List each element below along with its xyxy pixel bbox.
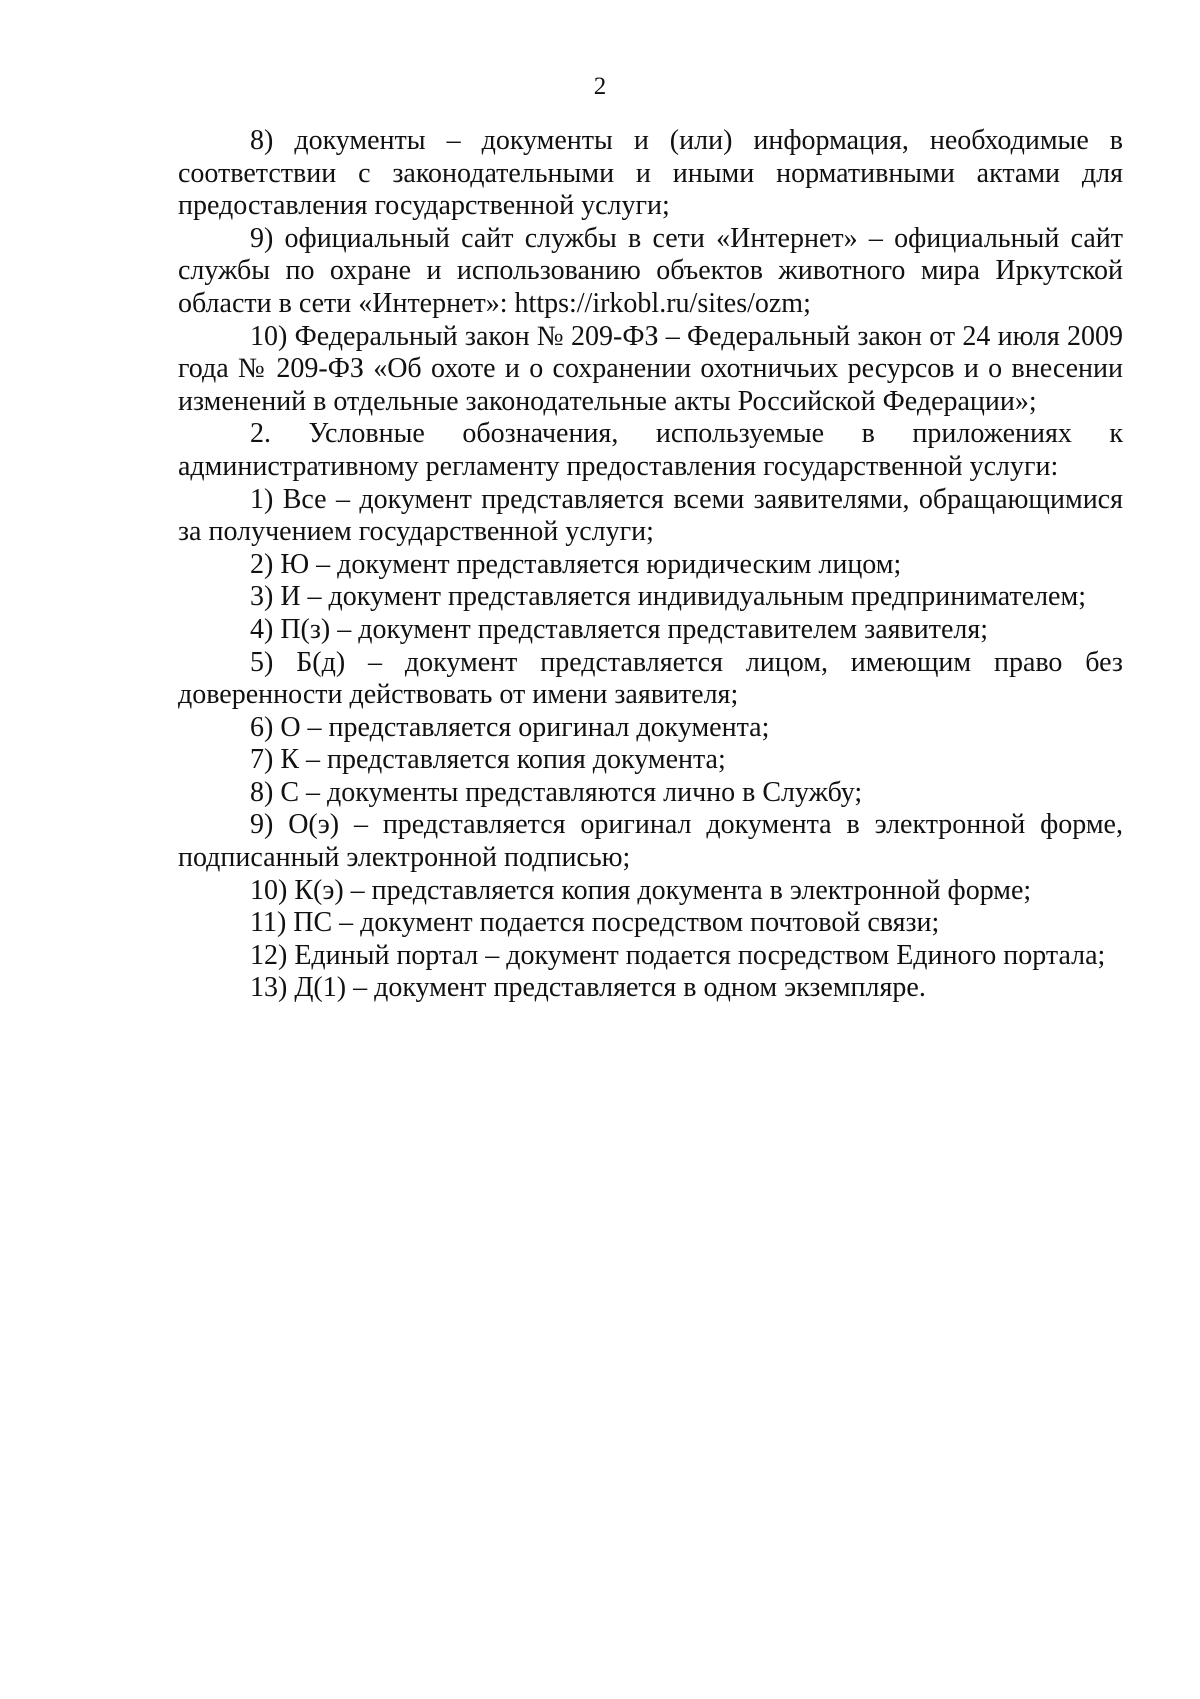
legend-item-entrepreneur: 3) И – документ представляется индивидуальным предпринимателем;	[250, 581, 1086, 613]
legend-item-postal: 11) ПС – документ подается посредством почтовой связи;	[250, 907, 940, 939]
paragraph-item-8-documents: 8) документы – документы и (или) информация, необходимые в соответствии с законодательными и иными нормативными актами для предоставления государственной услуги;	[178, 125, 1123, 222]
legend-item-electronic-original: 9) О(э) – представляется оригинал документа в электронной форме, подписанный электронной подписью;	[178, 809, 1123, 874]
legend-item-legal-entity: 2) Ю – документ представляется юридическим лицом;	[250, 548, 902, 580]
page-number: 2	[593, 73, 607, 100]
legend-item-representative: 4) П(з) – документ представляется представителем заявителя;	[250, 613, 989, 645]
legend-item-electronic-copy: 10) К(э) – представляется копия документа в электронной форме;	[250, 874, 1032, 906]
paragraph-item-10-federal-law: 10) Федеральный закон № 209-ФЗ – Федеральный закон от 24 июля 2009 года № 209-ФЗ «Об охоте и о сохранении охотничьих ресурсов и о внесении изменений в отдельные законодательные акты Российской Федерации»;	[178, 320, 1123, 417]
paragraph-section-2-legend: 2. Условные обозначения, используемые в приложениях к административному регламенту предоставления государственной услуги:	[178, 418, 1123, 482]
legend-item-single-portal: 12) Единый портал – документ подается посредством Единого портала;	[250, 939, 1106, 971]
paragraph-item-9-official-site: 9) официальный сайт службы в сети «Интернет» – официальный сайт службы по охране и использованию объектов животного мира Иркутской области в сети «Интернет»: https://irkobl.ru/sites/ozm;	[178, 222, 1123, 319]
legend-item-one-copy: 13) Д(1) – документ представляется в одном экземпляре.	[250, 972, 926, 1004]
document-body	[178, 125, 1123, 1005]
legend-item-all: 1) Все – документ представляется всеми заявителями, обращающимися за получением государственной услуги;	[178, 483, 1123, 548]
legend-item-copy: 7) К – представляется копия документа;	[250, 744, 726, 776]
legend-item-in-person: 8) С – документы представляются лично в Службу;	[250, 776, 863, 808]
legend-item-without-power-of-attorney: 5) Б(д) – документ представляется лицом, имеющим право без доверенности действовать от имени заявителя;	[178, 646, 1123, 711]
legend-item-original: 6) О – представляется оригинал документа;	[250, 711, 770, 743]
